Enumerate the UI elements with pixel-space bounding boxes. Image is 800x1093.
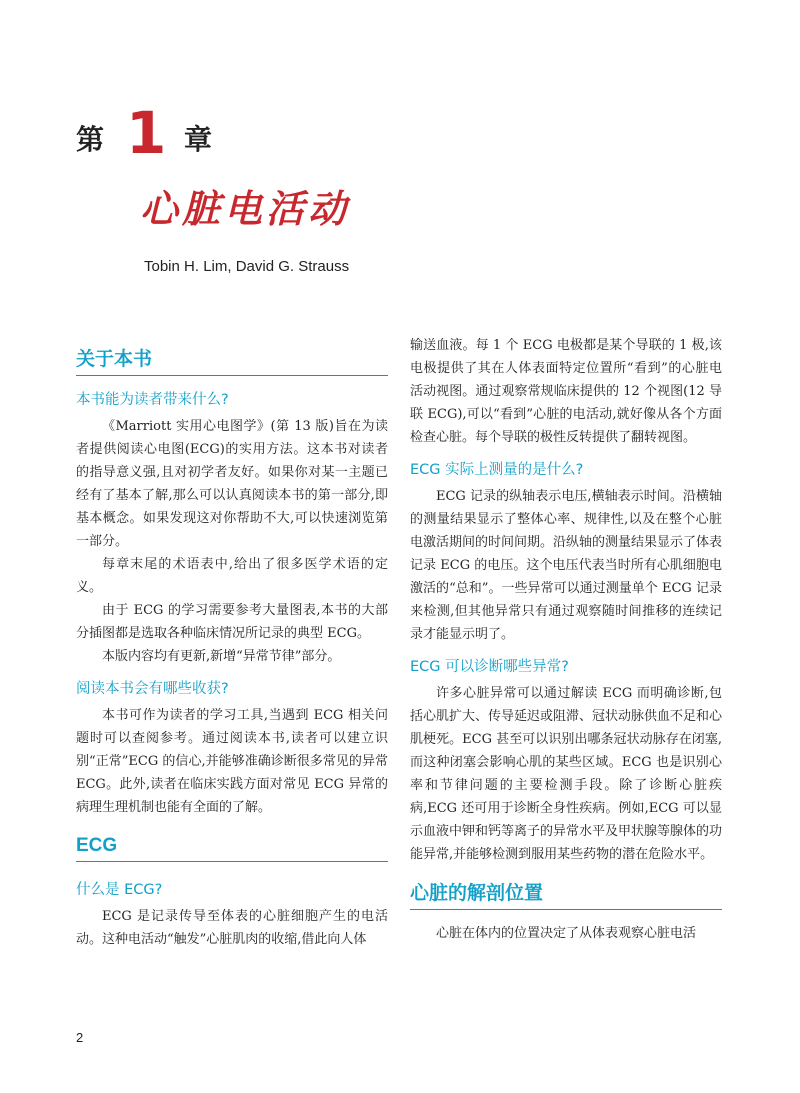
paragraph: 每章末尾的术语表中,给出了很多医学术语的定义。 — [76, 557, 388, 595]
paragraph: 许多心脏异常可以通过解读 ECG 而明确诊断,包括心肌扩大、传导延迟或阻滞、冠状动脉供血不足和心肌梗死。ECG 甚至可以识别出哪条冠状动脉存在闭塞,而这种闭塞会影响心肌的某些区域。ECG 也是识别心率和节律问题的主要检测手段。除了诊断心脏疾病,ECG 还可用于诊断全身性疾病。例如,ECG 可以显示血液中钾和钙等离子的异常水平及甲状腺等腺体的功能异常,并能够检测到服用某些药物的潜在危险水平。 — [410, 686, 723, 862]
chapter-prefix: 第 — [76, 123, 105, 156]
paragraph: 本书可作为读者的学习工具,当遇到 ECG 相关问题时可以查阅参考。通过阅读本书,读者可以建立识别“正常”ECG 的信心,并能够准确诊断很多常见的异常 ECG。此外,读者在临床实践方面对常见 ECG 异常的病理生理机制也能有全面的了解。 — [76, 708, 388, 815]
page-number: 2 — [76, 1030, 84, 1045]
paragraph: 心脏在体内的位置决定了从体表观察心脏电活 — [436, 926, 697, 941]
paragraph: 《Marriott 实用心电图学》(第 13 版)旨在为读者提供阅读心电图(ECG)的实用方法。这本书对读者的指导意义强,且对初学者友好。如果你对某一主题已经有了基本了解,那么可以认真阅读本书的第一部分,即基本概念。如果发现这对你帮助不大,可以快速浏览第一部分。 — [76, 419, 388, 549]
section-heading-about-book: 关于本书 — [76, 344, 388, 376]
subheading-what-ecg-measures: ECG 实际上测量的是什么? — [410, 462, 584, 478]
right-column — [410, 334, 722, 945]
paragraph: ECG 记录的纵轴表示电压,横轴表示时间。沿横轴的测量结果显示了整体心率、规律性,以及在整个心脏电激活期间的时间间期。沿纵轴的测量结果显示了体表记录 ECG 的电压。这个电压代表当时所有心肌细胞电激活的“总和”。一些异常可以通过测量单个 ECG 记录来检测,但其他异常只有通过观察随时间推移的连续记录才能显示明了。 — [410, 489, 723, 642]
paragraph: 由于 ECG 的学习需要参考大量图表,本书的大部分插图都是选取各种临床情况所记录的典型 ECG。 — [76, 603, 388, 641]
chapter-suffix: 章 — [184, 123, 213, 156]
paragraph: ECG 是记录传导至体表的心脏细胞产生的电活动。这种电活动“触发”心脏肌肉的收缩,借此向人体 — [76, 909, 388, 947]
chapter-number: 1 — [126, 99, 167, 167]
subheading-what-you-gain: 阅读本书会有哪些收获? — [76, 681, 229, 697]
authors: Tobin H. Lim, David G. Strauss — [144, 258, 350, 275]
section-heading-ecg: ECG — [76, 835, 388, 862]
paragraph: 本版内容均有更新,新增“异常节律”部分。 — [102, 649, 341, 664]
paragraph: 输送血液。每 1 个 ECG 电极都是某个导联的 1 极,该电极提供了其在人体表面特定位置所“看到”的心脏电活动视图。通过观察常规临床提供的 12 个视图(12 导联 ECG),可以“看到”心脏的电活动,就好像从各个方面检查心脏。每个导联的极性反转提供了翻转视图。 — [410, 338, 722, 445]
left-column — [76, 334, 388, 951]
subheading-what-is-ecg: 什么是 ECG? — [76, 882, 163, 898]
section-heading-heart-position: 心脏的解剖位置 — [410, 878, 722, 910]
subheading-what-book-brings: 本书能为读者带来什么? — [76, 392, 229, 408]
chapter-title: 心脏电活动 — [140, 187, 351, 231]
subheading-what-ecg-diagnoses: ECG 可以诊断哪些异常? — [410, 659, 569, 675]
